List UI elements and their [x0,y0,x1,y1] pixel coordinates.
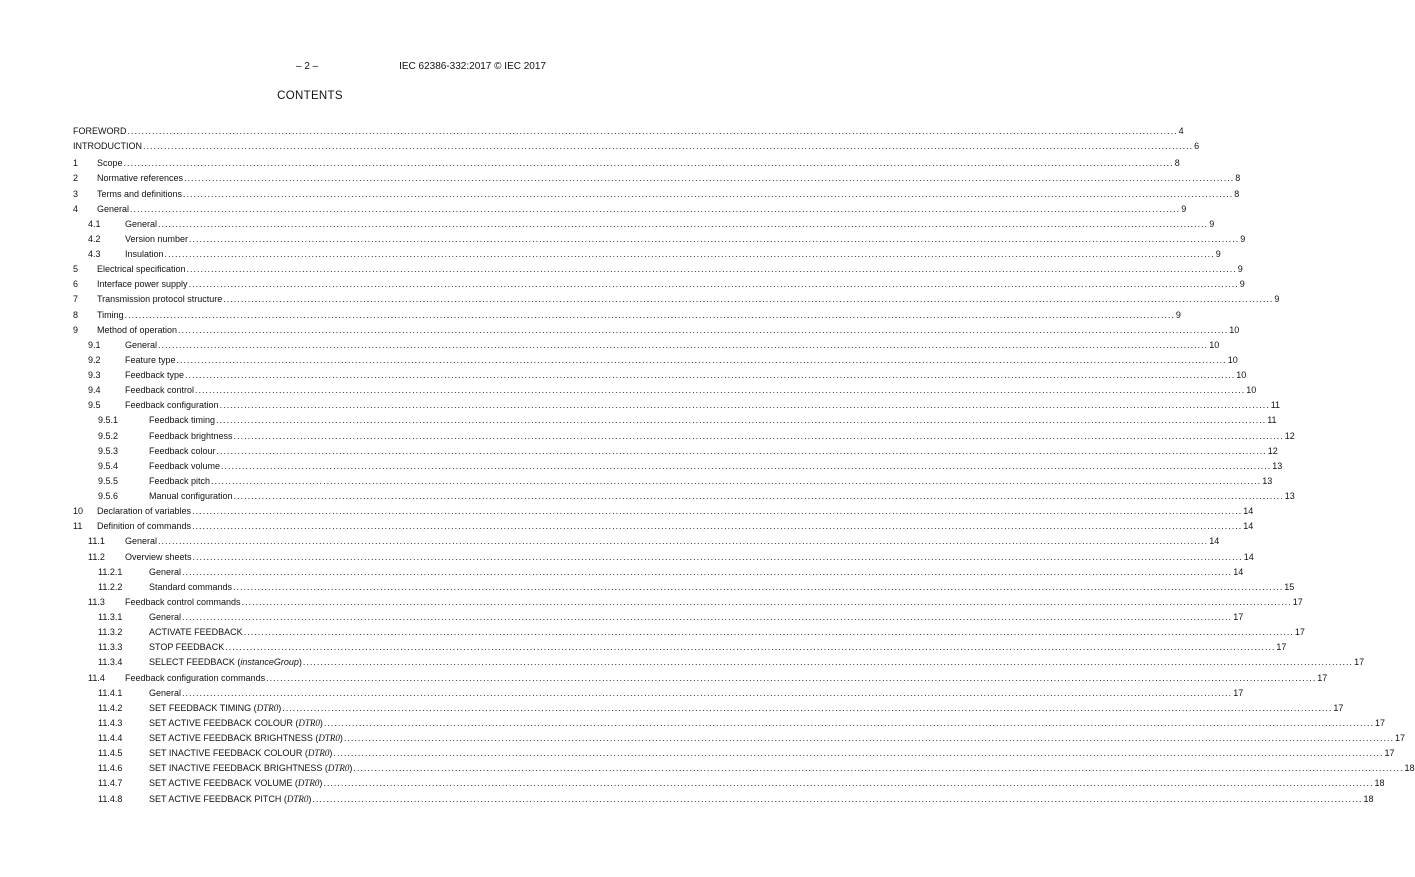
toc-entry-title: Normative references [97,171,184,186]
toc-dot-leader: ............................................................................................................................................................................................................................................................................................................ [182,566,1233,577]
toc-entry-number: 11.3 [88,596,105,607]
toc-entry-title: SET INACTIVE FEEDBACK BRIGHTNESS (DTR0) [149,761,353,776]
toc-dot-leader: ............................................................................................................................................................................................................................................................................................................ [182,687,1233,698]
toc-entry[interactable] [73,504,1254,519]
toc-dot-leader: ............................................................................................................................................................................................................................................................................................................ [184,173,1235,184]
toc-entry-page: 18 [1363,793,1374,804]
toc-entry-number: 11.3.2 [98,627,123,638]
toc-entry-parameter: DTR0 [298,717,320,728]
toc-entry-parameter: DTR0 [318,733,340,743]
toc-entry-title: General [149,686,182,701]
toc-entry-number: 9.5.3 [98,445,119,456]
toc-dot-leader: ............................................................................................................................................................................................................................................................................................................ [192,551,1243,562]
toc-dot-leader: ............................................................................................................................................................................................................................................................................................................ [192,521,1243,532]
toc-entry-number: 9 [73,324,79,335]
toc-entry-page: 17 [1233,687,1244,698]
document-id: IEC 62386-332:2017 © IEC 2017 [399,61,546,72]
toc-entry[interactable] [73,139,1200,154]
toc-entry[interactable] [73,625,1305,640]
toc-entry-page: 13 [1272,460,1283,471]
toc-entry[interactable] [73,413,1277,428]
toc-entry-title: STOP FEEDBACK [149,640,225,655]
toc-entry-title: Feedback type [125,368,185,383]
toc-entry-title: Transmission protocol structure [97,292,223,307]
toc-entry[interactable] [73,202,1187,217]
toc-entry[interactable] [73,474,1273,489]
toc-dot-leader: ............................................................................................................................................................................................................................................................................................................ [323,717,1375,728]
toc-dot-leader: ............................................................................................................................................................................................................................................................................................................ [333,748,1384,759]
toc-entry-title: Scope [97,156,124,171]
toc-dot-leader: ............................................................................................................................................................................................................................................................................................................ [176,354,1227,365]
toc-entry[interactable] [73,550,1254,565]
toc-dot-leader: ............................................................................................................................................................................................................................................................................................................ [123,158,1174,169]
toc-entry-page: 14 [1243,521,1254,532]
toc-entry-number: 4.2 [88,233,101,244]
toc-entry[interactable] [73,232,1246,247]
toc-entry-parameter: instanceGroup [240,657,299,668]
toc-entry-parameter: DTR0 [307,748,330,759]
toc-entry-page: 17 [1294,627,1305,638]
toc-entry-number: 5 [73,264,79,275]
toc-entry-title: Feedback volume [149,459,221,474]
toc-entry-title: ACTIVATE FEEDBACK [149,625,244,640]
toc-entry-number: 6 [73,279,79,290]
toc-entry-title: SELECT FEEDBACK (instanceGroup) [149,655,303,670]
toc-entry-page: 10 [1246,385,1257,396]
toc-entry-number: 2 [73,173,79,184]
toc-dot-leader: ............................................................................................................................................................................................................................................................................................................ [216,415,1267,426]
toc-dot-leader: ............................................................................................................................................................................................................................................................................................................ [216,445,1267,456]
toc-entry-number: 11.3.1 [98,612,123,622]
toc-entry-number: 11.4.4 [98,733,123,743]
toc-entry[interactable] [73,534,1220,549]
toc-entry-page: 17 [1317,672,1328,683]
toc-entry-page: 12 [1284,430,1295,441]
toc-entry-page: 14 [1209,536,1220,547]
toc-dot-leader: ............................................................................................................................................................................................................................................................................................................ [158,536,1209,547]
toc-entry[interactable] [73,776,1385,791]
toc-entry-page: 17 [1292,596,1303,607]
toc-entry-number: 9.2 [88,354,101,365]
toc-entry[interactable] [73,489,1295,504]
toc-entry-number: 11.4.5 [98,748,123,759]
toc-dot-leader: ............................................................................................................................................................................................................................................................................................................ [178,324,1229,335]
toc-entry-page: 13 [1284,491,1295,501]
toc-entry-number: 4.3 [88,249,101,259]
toc-entry-number: 11.3.3 [98,642,123,653]
toc-entry-title: General [149,610,182,625]
toc-entry-number: 11.1 [88,536,105,547]
toc-entry[interactable] [73,353,1238,368]
toc-entry-page: 15 [1284,581,1295,592]
toc-entry-number: 9.5 [88,400,101,411]
toc-dot-leader: ............................................................................................................................................................................................................................................................................................................ [241,596,1292,607]
toc-entry-title: FOREWORD [73,124,128,139]
toc-dot-leader: ............................................................................................................................................................................................................................................................................................................ [353,763,1404,774]
page-title: CONTENTS [277,90,343,102]
toc-entry-page: 10 [1209,339,1220,350]
toc-entry-number: 11.4.2 [98,702,123,713]
toc-entry-page: 17 [1384,748,1395,759]
toc-entry-title: General [125,217,158,232]
toc-entry-number: 9.1 [88,339,101,350]
toc-entry-number: 11.2.2 [98,581,123,592]
toc-entry-title: Method of operation [97,323,178,338]
toc-dot-leader: ............................................................................................................................................................................................................................................................................................................ [130,203,1181,214]
toc-entry[interactable] [73,459,1283,474]
toc-entry-title: Terms and definitions [97,187,183,202]
toc-dot-leader: ............................................................................................................................................................................................................................................................................................................ [266,672,1317,683]
toc-entry[interactable] [73,444,1278,459]
toc-entry[interactable] [73,595,1303,610]
toc-entry-page: 14 [1233,566,1244,577]
toc-entry-page: 11 [1270,400,1281,411]
toc-entry-title: SET FEEDBACK TIMING (DTR0) [149,701,282,716]
toc-entry-page: 9 [1240,233,1246,244]
toc-entry-number: 11.4.3 [98,717,123,728]
toc-dot-leader: ............................................................................................................................................................................................................................................................................................................ [219,400,1270,411]
toc-dot-leader: ............................................................................................................................................................................................................................................................................................................ [186,264,1237,275]
toc-entry-number: 9.5.6 [98,491,119,501]
toc-entry-title: Feedback pitch [149,474,211,489]
toc-entry-title: General [125,338,158,353]
toc-entry[interactable] [73,398,1281,413]
toc-entry[interactable] [73,292,1280,307]
toc-entry-number: 8 [73,309,79,320]
toc-entry-number: 11.4.1 [98,687,123,698]
toc-entry-number: 11.4.6 [98,763,123,774]
toc-entry[interactable] [73,338,1220,353]
toc-entry-page: 9 [1181,203,1187,214]
toc-dot-leader: ............................................................................................................................................................................................................................................................................................................ [188,279,1239,290]
toc-entry-title: SET ACTIVE FEEDBACK BRIGHTNESS (DTR0) [149,731,344,746]
toc-dot-leader: ............................................................................................................................................................................................................................................................................................................ [221,460,1272,471]
toc-entry[interactable] [73,323,1240,338]
toc-dot-leader: ............................................................................................................................................................................................................................................................................................................ [158,339,1209,350]
toc-entry[interactable] [73,731,1406,746]
toc-entry-number: 11.2 [88,551,105,562]
toc-entry[interactable] [73,519,1254,534]
toc-entry-page: 10 [1227,354,1238,365]
toc-entry-title: General [125,534,158,549]
toc-entry-title: Feedback colour [149,444,217,459]
toc-entry[interactable] [73,701,1344,716]
toc-entry[interactable] [73,640,1287,655]
toc-entry[interactable] [73,156,1180,171]
toc-entry-parameter: DTR0 [286,793,309,804]
toc-entry-page: 18 [1374,778,1385,789]
toc-entry[interactable] [73,187,1240,202]
toc-entry-number: 3 [73,188,79,199]
toc-entry[interactable] [73,262,1243,277]
toc-entry-title: Feedback timing [149,413,216,428]
toc-dot-leader: ............................................................................................................................................................................................................................................................................................................ [189,233,1240,244]
toc-entry-title: Overview sheets [125,550,193,565]
toc-entry-title: Version number [125,232,189,247]
toc-entry-page: 9 [1237,264,1243,275]
toc-dot-leader: ............................................................................................................................................................................................................................................................................................................ [124,309,1175,320]
toc-dot-leader: ............................................................................................................................................................................................................................................................................................................ [185,370,1236,380]
toc-entry-title: Interface power supply [97,277,189,292]
toc-entry-number: 11.4.8 [98,793,123,804]
toc-entry-number: 7 [73,294,79,305]
toc-entry-number: 11.4.7 [98,778,123,789]
toc-entry[interactable] [73,383,1257,398]
page-number: – 2 – [296,61,319,72]
toc-entry-page: 9 [1215,249,1221,259]
toc-entry[interactable] [73,792,1374,807]
toc-entry-number: 11.4 [88,672,105,683]
toc-entry-number: 9.5.1 [98,415,119,426]
toc-entry[interactable] [73,655,1365,670]
toc-entry-page: 17 [1375,717,1386,728]
toc-entry[interactable] [73,610,1244,625]
toc-entry-page: 17 [1333,702,1344,713]
toc-entry-page: 9 [1239,279,1245,290]
toc-dot-leader: ............................................................................................................................................................................................................................................................................................................ [223,294,1274,305]
toc-entry-page: 9 [1274,294,1280,305]
toc-entry-title: SET INACTIVE FEEDBACK COLOUR (DTR0) [149,746,333,761]
toc-entry-title: Feedback control commands [125,595,242,610]
toc-entry-title: Manual configuration [149,489,234,504]
toc-entry-title: Insulation [125,247,165,262]
toc-entry-title: Electrical specification [97,262,187,277]
toc-entry-number: 4 [73,203,79,214]
toc-dot-leader: ............................................................................................................................................................................................................................................................................................................ [158,218,1209,229]
toc-entry-title: Feedback configuration commands [125,671,266,686]
toc-entry-title: Feedback control [125,383,195,398]
toc-entry-title: SET ACTIVE FEEDBACK PITCH (DTR0) [149,792,312,807]
toc-entry-number: 9.4 [88,385,101,396]
toc-entry[interactable] [73,124,1184,139]
toc-entry-page: 13 [1262,475,1273,486]
toc-dot-leader: ............................................................................................................................................................................................................................................................................................................ [282,702,1333,713]
toc-dot-leader: ............................................................................................................................................................................................................................................................................................................ [164,249,1215,259]
toc-entry-page: 12 [1267,445,1278,456]
toc-entry-title: Feedback brightness [149,429,234,444]
toc-entry-number: 1 [73,158,79,169]
toc-entry[interactable] [73,671,1328,686]
toc-dot-leader: ............................................................................................................................................................................................................................................................................................................ [243,627,1294,638]
toc-dot-leader: ............................................................................................................................................................................................................................................................................................................ [302,657,1354,668]
toc-dot-leader: ............................................................................................................................................................................................................................................................................................................ [182,612,1233,622]
toc-entry-page: 18 [1404,763,1415,774]
toc-entry[interactable] [73,308,1181,323]
toc-dot-leader: ............................................................................................................................................................................................................................................................................................................ [233,581,1284,592]
toc-entry-page: 17 [1276,642,1287,653]
toc-entry-page: 11 [1267,415,1277,426]
toc-entry-number: 9.5.4 [98,460,119,471]
toc-entry-page: 9 [1175,309,1181,320]
toc-entry-title: General [97,202,130,217]
toc-dot-leader: ............................................................................................................................................................................................................................................................................................................ [343,733,1395,743]
toc-entry[interactable] [73,761,1415,776]
toc-entry-title: INTRODUCTION [73,139,143,154]
toc-dot-leader: ............................................................................................................................................................................................................................................................................................................ [323,778,1374,789]
toc-entry-number: 11.3.4 [98,657,123,668]
toc-entry[interactable] [73,716,1386,731]
toc-entry-parameter: DTR0 [256,702,279,713]
toc-entry[interactable] [73,746,1395,761]
toc-entry-page: 8 [1174,158,1180,169]
toc-entry-page: 17 [1395,733,1406,743]
toc-entry-title: Feature type [125,353,177,368]
toc-entry[interactable] [73,429,1295,444]
toc-entry-page: 10 [1229,324,1240,335]
toc-entry-page: 10 [1236,370,1247,380]
toc-dot-leader: ............................................................................................................................................................................................................................................................................................................ [312,793,1363,804]
toc-dot-leader: ............................................................................................................................................................................................................................................................................................................ [225,642,1276,653]
toc-entry-title: Standard commands [149,580,233,595]
toc-entry-number: 4.1 [88,218,101,229]
toc-dot-leader: ............................................................................................................................................................................................................................................................................................................ [233,491,1284,501]
toc-entry[interactable] [73,171,1241,186]
toc-entry[interactable] [73,686,1244,701]
toc-entry[interactable] [73,580,1295,595]
toc-entry-title: Definition of commands [97,519,192,534]
toc-entry[interactable] [73,247,1221,262]
toc-entry-title: General [149,565,182,580]
table-of-contents [73,124,1415,807]
toc-entry-title: Declaration of variables [97,504,192,519]
toc-dot-leader: ............................................................................................................................................................................................................................................................................................................ [183,188,1234,199]
toc-entry[interactable] [73,217,1215,232]
toc-dot-leader: ............................................................................................................................................................................................................................................................................................................ [233,430,1284,441]
toc-entry-page: 14 [1243,551,1254,562]
toc-entry-parameter: DTR0 [297,778,320,789]
toc-entry-number: 10 [73,506,84,517]
toc-entry-title: SET ACTIVE FEEDBACK COLOUR (DTR0) [149,716,324,731]
toc-entry-page: 17 [1354,657,1365,668]
toc-entry-page: 6 [1194,141,1200,152]
toc-entry-number: 9.5.2 [98,430,119,441]
toc-entry-number: 11 [73,521,83,532]
toc-dot-leader: ............................................................................................................................................................................................................................................................................................................ [127,126,1178,136]
toc-dot-leader: ............................................................................................................................................................................................................................................................................................................ [192,506,1243,517]
toc-entry[interactable] [73,565,1244,580]
toc-entry[interactable] [73,368,1247,383]
toc-entry-title: Timing [97,308,125,323]
toc-entry-page: 8 [1234,188,1240,199]
toc-entry-page: 8 [1235,173,1241,184]
toc-dot-leader: ............................................................................................................................................................................................................................................................................................................ [195,385,1246,396]
toc-entry-page: 9 [1209,218,1215,229]
toc-entry-title: SET ACTIVE FEEDBACK VOLUME (DTR0) [149,776,323,791]
toc-entry-page: 14 [1243,506,1254,517]
toc-entry-number: 11.2.1 [98,566,123,577]
toc-entry[interactable] [73,277,1245,292]
toc-entry-title: Feedback configuration [125,398,220,413]
toc-entry-parameter: DTR0 [327,763,350,774]
toc-entry-page: 17 [1233,612,1244,622]
toc-entry-page: 4 [1178,126,1184,136]
toc-entry-number: 9.3 [88,370,101,380]
toc-entry-number: 9.5.5 [98,475,119,486]
toc-dot-leader: ............................................................................................................................................................................................................................................................................................................ [143,141,1194,152]
toc-dot-leader: ............................................................................................................................................................................................................................................................................................................ [211,475,1262,486]
